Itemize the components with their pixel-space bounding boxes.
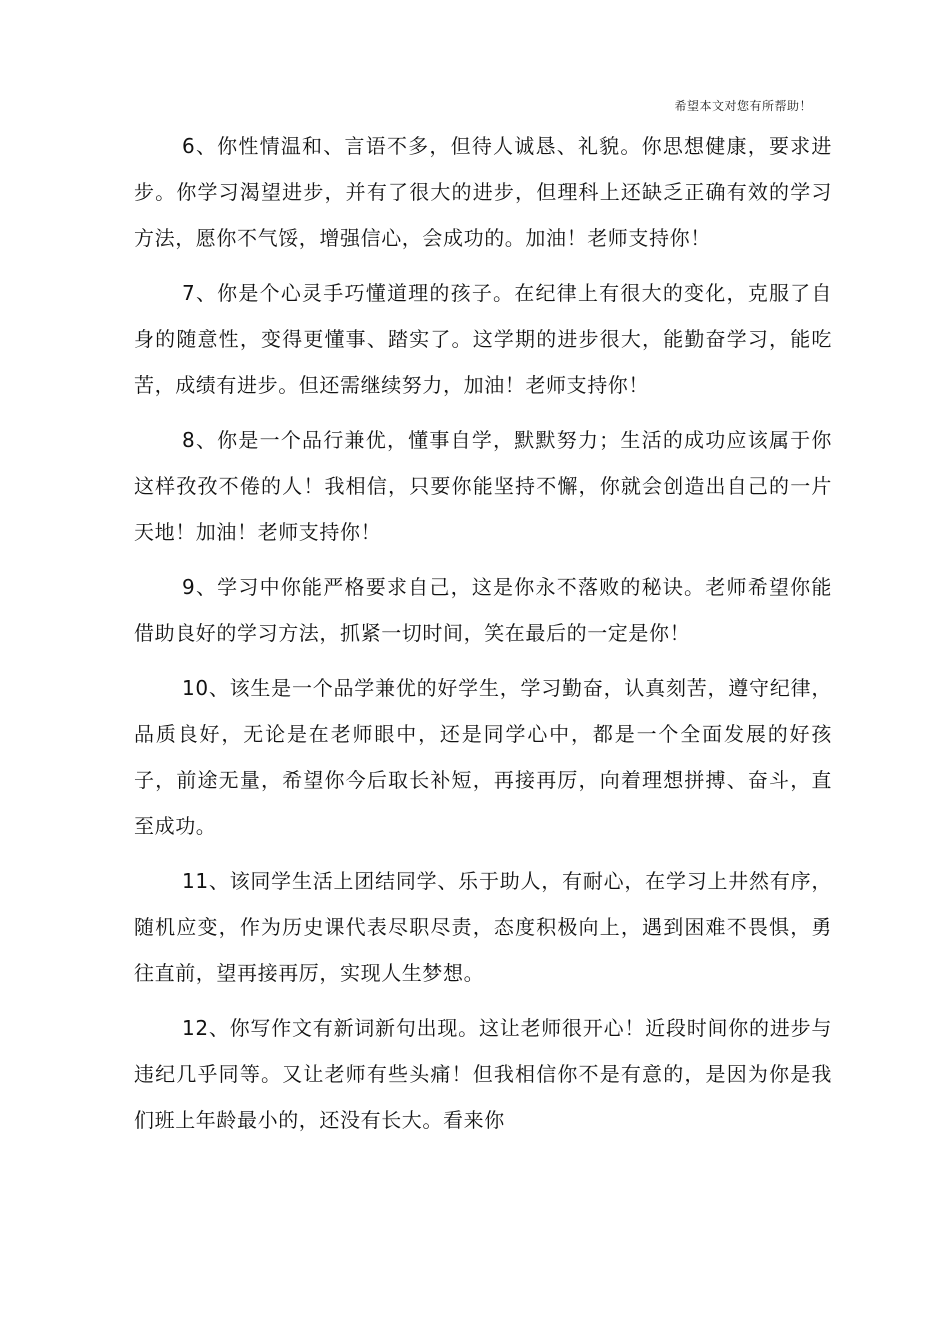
- page-header-note: 希望本文对您有所帮助！: [674, 99, 812, 113]
- comment-paragraph-10: 10、该生是一个品学兼优的好学生，学习勤奋，认真刻苦，遵守纪律，品质良好，无论是在老师眼中，还是同学心中，都是一个全面发展的好孩子，前途无量，希望你今后取长补短，再接再厉，向着理想拼搏、奋斗，直至成功。: [134, 676, 832, 838]
- comment-paragraph-8: 8、你是一个品行兼优，懂事自学，默默努力；生活的成功应该属于你这样孜孜不倦的人！我相信，只要你能坚持不懈，你就会创造出自己的一片天地！加油！老师支持你！: [134, 428, 832, 544]
- comment-paragraph-9: 9、学习中你能严格要求自己，这是你永不落败的秘诀。老师希望你能借助良好的学习方法，抓紧一切时间，笑在最后的一定是你！: [134, 575, 832, 645]
- comment-paragraph-7: 7、你是个心灵手巧懂道理的孩子。在纪律上有很大的变化，克服了自身的随意性，变得更懂事、踏实了。这学期的进步很大，能勤奋学习，能吃苦，成绩有进步。但还需继续努力，加油！老师支持你！: [134, 281, 832, 397]
- comment-paragraph-6: 6、你性情温和、言语不多，但待人诚恳、礼貌。你思想健康，要求进步。你学习渴望进步，并有了很大的进步，但理科上还缺乏正确有效的学习方法，愿你不气馁，增强信心，会成功的。加油！老师支持你！: [134, 134, 832, 250]
- comment-paragraph-11: 11、该同学生活上团结同学、乐于助人，有耐心，在学习上井然有序，随机应变，作为历史课代表尽职尽责，态度积极向上，遇到困难不畏惧，勇往直前，望再接再厉，实现人生梦想。: [134, 869, 832, 985]
- comment-paragraph-12: 12、你写作文有新词新句出现。这让老师很开心！近段时间你的进步与违纪几乎同等。又让老师有些头痛！但我相信你不是有意的，是因为你是我们班上年龄最小的，还没有长大。看来你: [134, 1016, 832, 1132]
- document-body: [134, 123, 832, 1152]
